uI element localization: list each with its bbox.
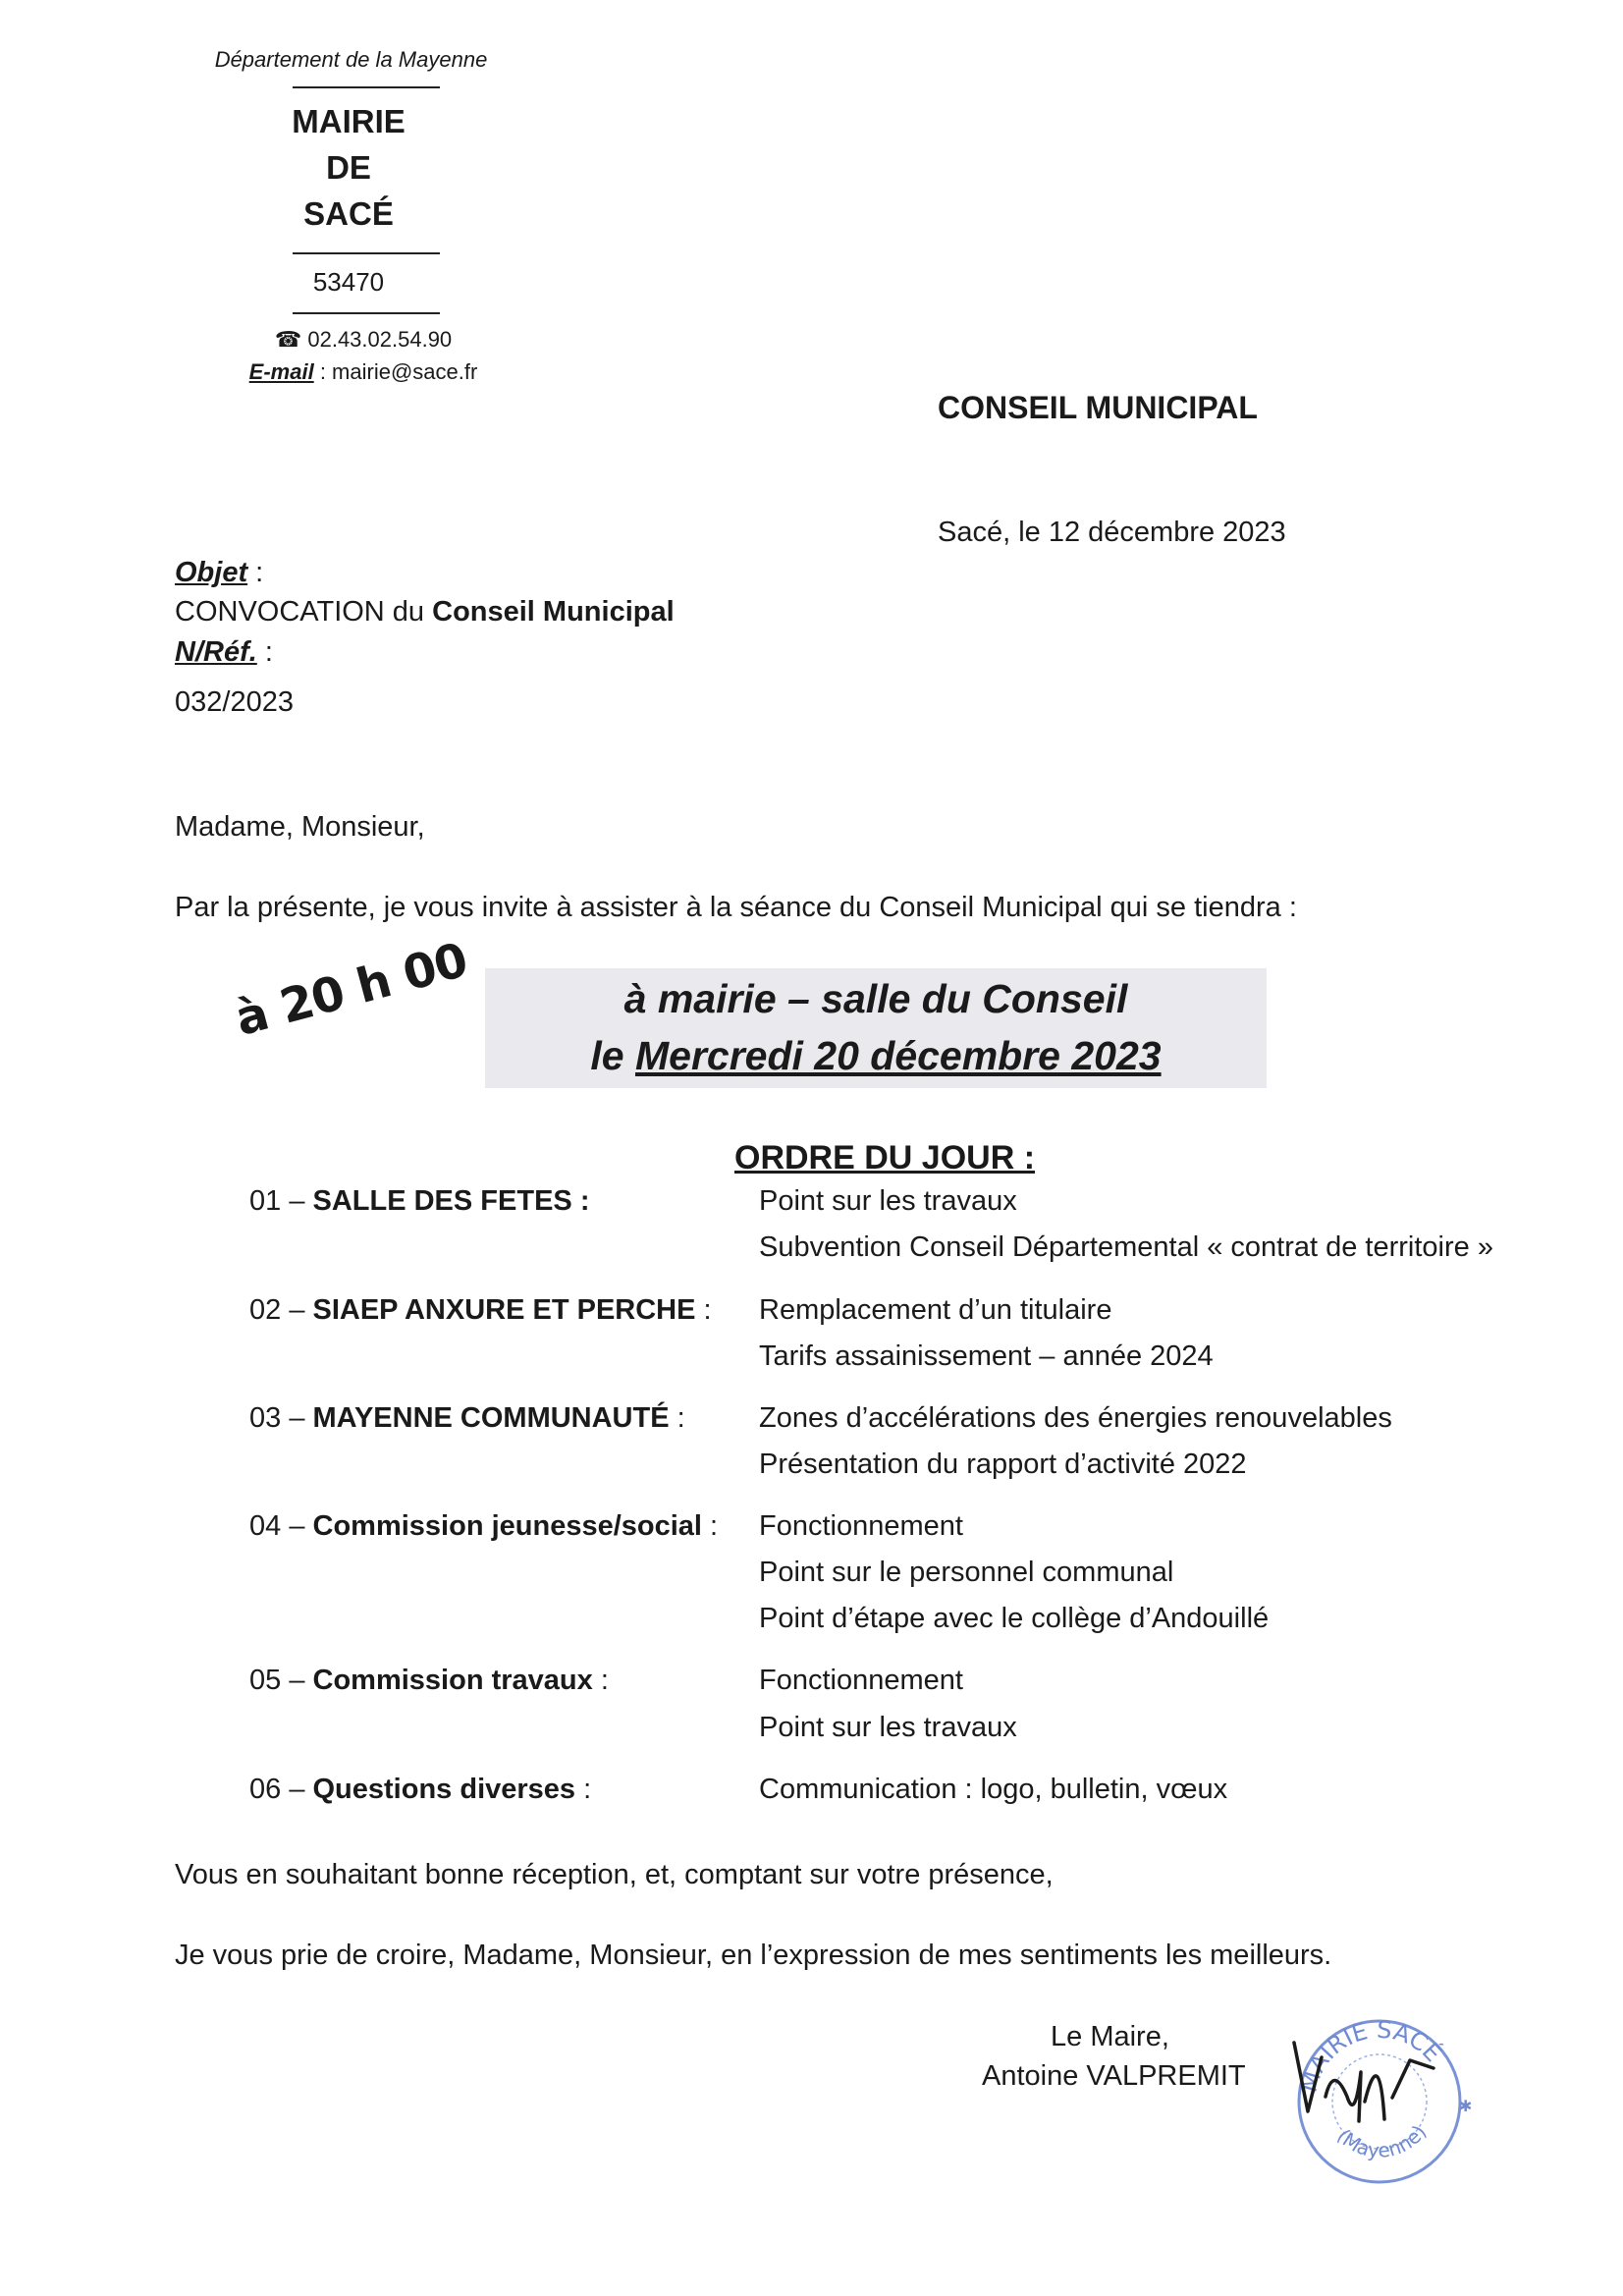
agenda-item-suffix: : (695, 1294, 712, 1326)
agenda-item-title: SALLE DES FETES : (312, 1185, 590, 1217)
agenda-item-3-point-2: Présentation du rapport d’activité 2022 (759, 1449, 1247, 1480)
ref-label: N/Réf. (175, 636, 257, 668)
agenda-item-title: Commission jeunesse/social (312, 1510, 702, 1542)
agenda-title: ORDRE DU JOUR : (734, 1139, 1036, 1176)
email-label: E-mail (248, 359, 314, 384)
postal-code: 53470 (312, 267, 385, 297)
agenda-item-4-point-3: Point d’étape avec le collège d’Andouillé (759, 1603, 1270, 1634)
intro-paragraph: Par la présente, je vous invite à assister à la séance du Conseil Municipal qui se tiendra : (175, 892, 1297, 923)
agenda-item-title: Commission travaux (312, 1665, 593, 1696)
objet-value-prefix: CONVOCATION du (175, 596, 433, 628)
agenda-item-4-point-2: Point sur le personnel communal (759, 1557, 1174, 1588)
agenda-item-number: 06 – (249, 1774, 313, 1805)
phone-line (216, 327, 511, 353)
agenda-item-number: 01 – (249, 1185, 313, 1217)
objet-label: Objet (175, 557, 248, 588)
ref-line (175, 636, 273, 669)
agenda-item-5-heading (249, 1665, 609, 1697)
seal-star-icon: ✱ (1459, 2099, 1473, 2115)
agenda-item-4-point-1: Fonctionnement (759, 1510, 963, 1542)
signature-name: Antoine VALPREMIT (982, 2060, 1246, 2092)
mairie-line-2: DE (326, 149, 371, 186)
email-address: mairie@sace.fr (332, 359, 478, 384)
header-rule-top (293, 86, 440, 88)
agenda-item-title: SIAEP ANXURE ET PERCHE (312, 1294, 696, 1326)
meeting-highlight-box (485, 968, 1267, 1088)
salutation: Madame, Monsieur, (175, 811, 425, 843)
agenda-item-suffix: : (701, 1510, 719, 1542)
objet-value-bold: Conseil Municipal (432, 596, 675, 628)
agenda-item-3-heading (249, 1402, 685, 1435)
mairie-seal-stamp (1286, 2003, 1473, 2190)
agenda-item-suffix: : (575, 1774, 592, 1805)
header-rule-mid (293, 252, 440, 254)
agenda-item-2-point-1: Remplacement d’un titulaire (759, 1294, 1112, 1326)
agenda-item-suffix: : (592, 1665, 609, 1696)
agenda-item-5-point-2: Point sur les travaux (759, 1712, 1017, 1743)
objet-colon: : (247, 557, 264, 588)
meeting-date: Mercredi 20 décembre 2023 (634, 1033, 1162, 1078)
agenda-item-number: 05 – (249, 1665, 313, 1696)
meeting-place: à mairie – salle du Conseil (623, 976, 1128, 1021)
agenda-item-2-point-2: Tarifs assainissement – année 2024 (759, 1340, 1214, 1372)
seal-top-text: MAIRIE SACÉ (1294, 2015, 1447, 2096)
meeting-time-stamp: à 20 h 00 (230, 932, 473, 1048)
agenda-item-number: 04 – (249, 1510, 313, 1542)
seal-bottom-text: (Mayenne) (1332, 2120, 1432, 2162)
objet-line (175, 557, 263, 589)
mairie-line-1: MAIRIE (292, 103, 406, 139)
mairie-title (275, 98, 422, 237)
meeting-date-line (485, 1033, 1267, 1079)
phone-number: 02.43.02.54.90 (307, 327, 453, 352)
agenda-item-number: 02 – (249, 1294, 313, 1326)
agenda-item-6-point-1: Communication : logo, bulletin, vœux (759, 1774, 1228, 1805)
agenda-item-2-heading (249, 1294, 712, 1327)
ref-value: 032/2023 (175, 686, 294, 718)
agenda-item-4-heading (249, 1510, 718, 1543)
agenda-item-title: Questions diverses (312, 1774, 576, 1805)
closing-paragraph-2: Je vous prie de croire, Madame, Monsieur, en l’expression de mes sentiments les meilleurs. (175, 1940, 1332, 1971)
agenda-item-number: 03 – (249, 1402, 313, 1434)
agenda-item-suffix: : (669, 1402, 685, 1434)
agenda-item-3-point-1: Zones d’accélérations des énergies renouvelables (759, 1402, 1392, 1434)
agenda-item-title: MAYENNE COMMUNAUTÉ (312, 1402, 670, 1434)
agenda-item-1-point-2: Subvention Conseil Départemental « contrat de territoire » (759, 1231, 1493, 1263)
mairie-line-3: SACÉ (303, 195, 394, 232)
meeting-date-prefix: le (590, 1033, 635, 1078)
ref-colon: : (256, 636, 273, 668)
agenda-item-1-point-1: Point sur les travaux (759, 1185, 1017, 1217)
department-label: Département de la Mayenne (214, 47, 488, 72)
email-line (196, 359, 530, 385)
agenda-item-1-heading (249, 1185, 589, 1218)
agenda-item-6-heading (249, 1774, 591, 1806)
closing-paragraph-1: Vous en souhaitant bonne réception, et, comptant sur votre présence, (175, 1859, 1054, 1890)
date-line: Sacé, le 12 décembre 2023 (938, 517, 1286, 548)
header-rule-bottom (293, 312, 440, 314)
email-separator: : (313, 359, 333, 384)
phone-icon: ☎ (274, 327, 302, 352)
agenda-item-5-point-1: Fonctionnement (759, 1665, 963, 1696)
signature-role: Le Maire, (1051, 2021, 1169, 2052)
heading: CONSEIL MUNICIPAL (938, 390, 1258, 425)
objet-value (175, 596, 675, 629)
